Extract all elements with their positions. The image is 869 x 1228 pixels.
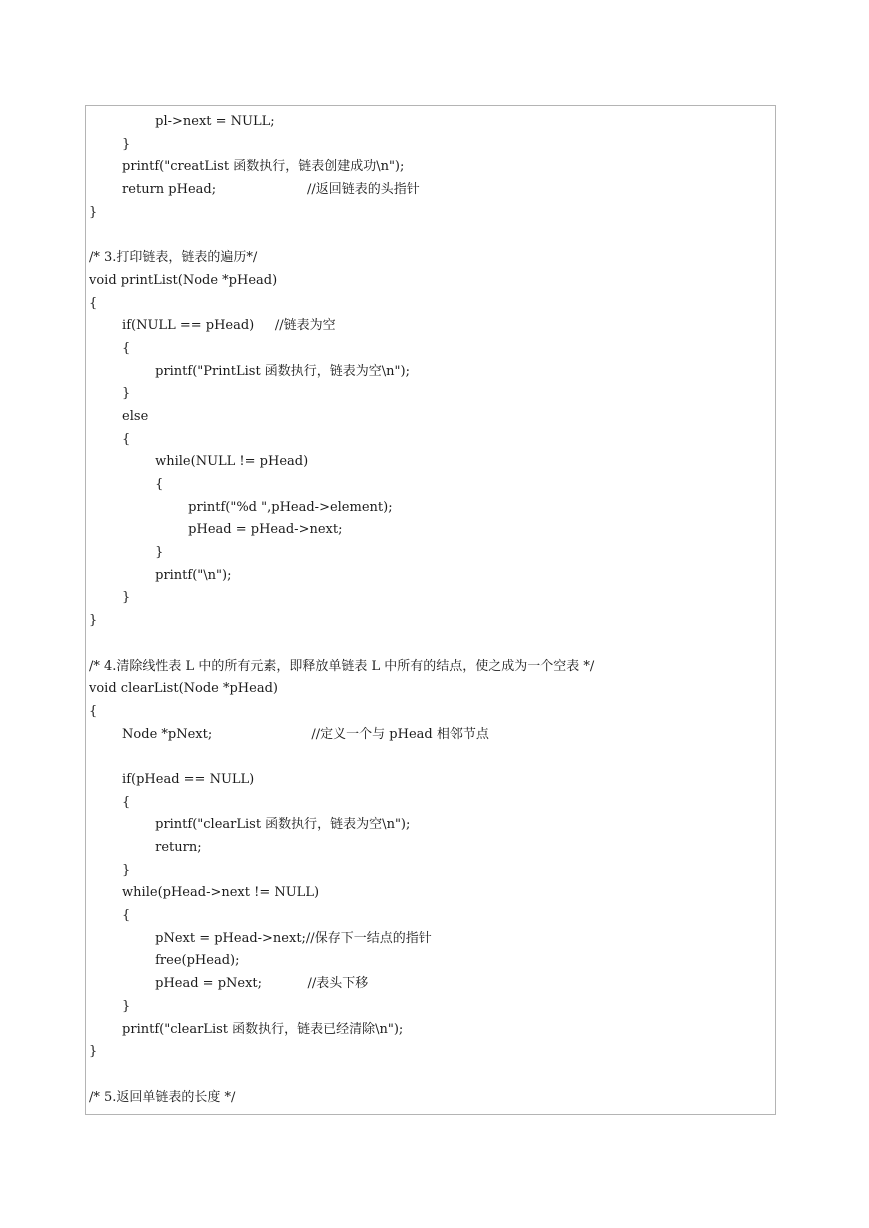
- code-line: pNext = pHead->next;//保存下一结点的指针: [89, 930, 432, 946]
- code-line: }: [89, 862, 131, 878]
- code-line: }: [89, 136, 131, 152]
- code-line: }: [89, 613, 98, 629]
- code-line: while(pHead->next != NULL): [89, 885, 320, 901]
- code-line: return;: [89, 840, 202, 855]
- code-line: free(pHead);: [89, 953, 240, 969]
- code-line: void printList(Node *pHead): [89, 272, 278, 288]
- code-line: printf("\n");: [89, 567, 232, 583]
- code-line: pl->next = NULL;: [89, 114, 275, 129]
- code-line: [89, 224, 775, 247]
- code-line: {: [89, 295, 98, 311]
- code-line: }: [89, 590, 131, 606]
- code-line: while(NULL != pHead): [89, 454, 309, 470]
- code-line: }: [89, 998, 131, 1014]
- code-listing-box: [85, 105, 776, 1115]
- code-line: else: [89, 408, 149, 424]
- code-line: if(NULL == pHead) //链表为空: [89, 318, 336, 334]
- code-line: {: [89, 908, 131, 924]
- code-line: printf("%d ",pHead->element);: [89, 499, 393, 515]
- code-line: {: [89, 477, 164, 492]
- code-line: {: [89, 794, 131, 810]
- code-line: }: [89, 204, 98, 220]
- code-line: Node *pNext; //定义一个与 pHead 相邻节点: [89, 726, 489, 742]
- code-line: {: [89, 703, 98, 719]
- code-line: /* 4.清除线性表 L 中的所有元素，即释放单链表 L 中所有的结点，使之成为一个空表 */: [89, 658, 595, 674]
- code-line: void clearList(Node *pHead): [89, 681, 278, 697]
- code-line: }: [89, 545, 164, 561]
- code-line: }: [89, 1044, 98, 1060]
- code-line: [89, 746, 775, 769]
- code-line: {: [89, 340, 131, 356]
- code-line: [89, 1064, 775, 1087]
- code-line: if(pHead == NULL): [89, 771, 255, 787]
- code-line: /* 3.打印链表，链表的遍历*/: [89, 250, 258, 266]
- code-lines: [89, 111, 775, 1109]
- code-line: printf("clearList 函数执行，链表已经清除\n");: [89, 1021, 404, 1037]
- code-line: printf("creatList 函数执行，链表创建成功\n");: [89, 159, 405, 175]
- code-line: [89, 633, 775, 656]
- code-line: /* 5.返回单链表的长度 */: [89, 1089, 236, 1105]
- code-line: pHead = pNext; //表头下移: [89, 976, 369, 992]
- code-line: printf("PrintList 函数执行，链表为空\n");: [89, 363, 410, 379]
- code-line: printf("clearList 函数执行，链表为空\n");: [89, 817, 411, 833]
- code-line: {: [89, 431, 131, 447]
- code-line: pHead = pHead->next;: [89, 522, 343, 538]
- code-line: }: [89, 386, 131, 402]
- code-line: return pHead; //返回链表的头指针: [89, 182, 420, 198]
